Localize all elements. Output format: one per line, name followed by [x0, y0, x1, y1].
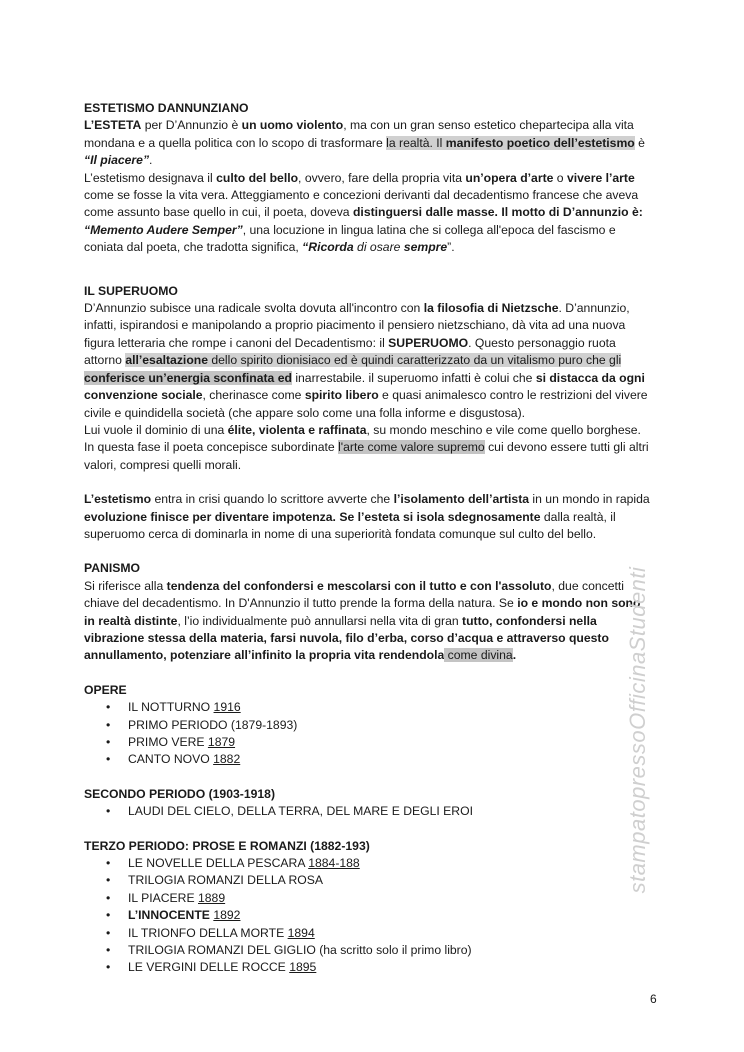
text: , ma con un gran senso estetico chepartecipa alla vita mondana e a quella politica con lo scopo di trasformare [84, 118, 634, 150]
list-item [84, 942, 654, 959]
text: D’Annunzio subisce una radicale svolta dovuta all'incontro con [84, 301, 424, 316]
text: cui devono essere tutti gli altri valori, compresi quelli morali. [84, 440, 649, 472]
text: Si riferisce alla [84, 578, 167, 593]
text-bold: l’isolamento dell’artista [393, 492, 530, 507]
text-bold: élite, violenta e raffinata [227, 422, 367, 437]
work-title: IL TRIONFO DELLA MORTE [128, 925, 288, 940]
watermark [608, 530, 668, 930]
list-item [84, 699, 654, 716]
superuomo-paragraph-2 [84, 422, 654, 474]
work-year: 1882 [213, 752, 241, 767]
document-page [84, 100, 654, 977]
text-bold: un’opera d’arte [465, 170, 554, 185]
highlighted-bold-text: conferisce un’energia sconfinata ed [84, 370, 292, 385]
secondo-periodo-list [84, 803, 654, 820]
text: è [634, 135, 645, 150]
work-title: IL NOTTURNO [128, 700, 214, 715]
text: , ovvero, fare della propria vita [298, 170, 466, 185]
text: . Questo personaggio ruota attorno [84, 335, 616, 368]
text: dalla realtà, il superuomo cerca di dominarla in nome di una superiorità fondata comunque sul culto del bello. [84, 509, 616, 541]
text-bold: L’estetismo [84, 492, 152, 507]
superuomo-paragraph-1 [84, 300, 654, 422]
text: , una locuzione in lingua latina che si collega all'epoca del fascismo e coniata dal poeta, che tradotta significa, [84, 222, 616, 255]
list-item [84, 803, 654, 820]
section-title-opere: OPERE [84, 682, 127, 697]
text: , su mondo meschino e vile come quello borghese. In questa fase il poeta concepisce subordinate [84, 422, 641, 455]
highlighted-bold-text: all’esaltazione [125, 353, 208, 368]
text-bold: io e mondo non sono in realtà distinte [84, 596, 641, 628]
watermark-text: stampatopressoOfficinaStudenti [625, 566, 650, 894]
text-italic: di osare [353, 240, 404, 255]
highlighted-text: la realtà. Il [386, 135, 446, 150]
highlighted-text: dello spirito dionisiaco ed è [207, 353, 362, 368]
list-item [84, 751, 654, 768]
text: , due concetti chiave del decadentismo. In D'Annunzio il tutto prende la forma della natura. Se [84, 578, 624, 611]
text: entra in crisi quando lo scrittore avverte che [151, 492, 394, 507]
text: . [149, 153, 153, 168]
list-item [84, 855, 654, 872]
work-year: 1892 [213, 908, 241, 923]
text-bold: un uomo violento [241, 118, 344, 133]
list-item [84, 734, 654, 751]
work-title: CANTO NOVO [128, 752, 214, 767]
list-item [84, 959, 654, 976]
text-bold: evoluzione finisce per diventare impotenza. Se l’esteta si isola sdegnosamente [84, 509, 541, 524]
work-year: 1894 [287, 925, 315, 940]
text-bold: tutto, confondersi nella vibrazione stessa della materia, farsi nuvola, filo d’erba, corso d’acqua e attraverso questo annullamento, potenziare all’infinito la propria vita rendendola [84, 613, 609, 663]
work-title: LAUDI DEL CIELO, DELLA TERRA, DEL MARE E DEGLI EROI [128, 804, 473, 819]
work-year: 1916 [213, 700, 241, 715]
list-item [84, 925, 654, 942]
text: come se fosse la vita vera. Atteggiamento e concezioni derivanti dal decadentismo francese che aveva come assunto base quello in cui, il poeta, doveva [84, 188, 639, 220]
section-title-secondo-periodo: SECONDO PERIODO (1903-1918) [84, 786, 276, 801]
highlighted-bold-text: manifesto poetico dell’estetismo [445, 135, 635, 150]
panismo-paragraph-1 [84, 578, 654, 665]
work-title: PRIMO VERE [128, 735, 208, 749]
text: , cherinasce come [202, 388, 305, 403]
page-number: 6 [650, 992, 657, 1006]
text-bold: la filosofia di Nietzsche [423, 301, 559, 316]
text: per D’Annunzio è [141, 118, 242, 133]
estetismo-paragraph-1 [84, 117, 654, 169]
text-bold: spirito libero [304, 388, 379, 403]
text: ”. [447, 240, 455, 255]
list-item [84, 872, 654, 889]
text-bold: culto del bello [216, 170, 299, 185]
list-item [84, 717, 654, 734]
text-bold-italic: sempre [403, 240, 448, 255]
section-title-estetismo: ESTETISMO DANNUNZIANO [84, 101, 249, 115]
text: o [553, 170, 567, 185]
work-title: IL PIACERE [128, 890, 198, 905]
work-title: LE NOVELLE DELLA PESCARA [128, 856, 309, 871]
work-title: LE VERGINI DELLE ROCCE [128, 960, 290, 975]
text-bold: distinguersi dalle masse. Il motto di D’annunzio è: [352, 205, 643, 220]
text: inarrestabile. il superuomo infatti è colui che [291, 370, 536, 385]
text: , l’io individualmente può annullarsi nella vita di gran [177, 613, 463, 628]
superuomo-paragraph-3 [84, 491, 654, 543]
text: in un mondo in rapida [529, 492, 650, 507]
highlighted-text: quindi caratterizzato da un vitalismo puro che gli [361, 353, 622, 368]
list-item [84, 907, 654, 924]
work-title: PRIMO PERIODO (1879-1893) [128, 717, 298, 732]
text-bold-italic: “Ricorda [302, 240, 354, 255]
highlighted-text: l'arte come valore supremo [338, 440, 485, 455]
section-title-panismo: PANISMO [84, 561, 140, 576]
text-bold: si distacca da ogni convenzione sociale [84, 370, 645, 403]
section-title-terzo-periodo: TERZO PERIODO: PROSE E ROMANZI (1882-193) [84, 838, 370, 853]
terzo-periodo-list [84, 855, 654, 977]
text-esteta: L’ESTETA [84, 118, 142, 133]
work-year: 1895 [289, 960, 317, 975]
work-title: L’INNOCENTE [128, 908, 214, 923]
text-bold: . [512, 648, 517, 663]
work-title: TRILOGIA ROMANZI DEL GIGLIO (ha scritto solo il primo libro) [128, 943, 472, 958]
text: Lui vuole il dominio di una [84, 422, 228, 437]
work-year: 1884-188 [308, 856, 360, 871]
text-motto: “Memento Audere Semper” [84, 222, 243, 237]
text: e quasi animalesco contro le restrizioni del vivere civile e quindidella società (che appare solo come una folla informe e disgustosa). [84, 388, 648, 420]
highlighted-text: come divina [444, 648, 513, 663]
opere-list [84, 699, 654, 769]
section-title-superuomo: IL SUPERUOMO [84, 283, 178, 298]
text-il-piacere: “Il piacere” [84, 153, 150, 168]
list-item [84, 890, 654, 907]
text: . D’annunzio, infatti, ispirandosi e manipolando a proprio piacimento il pensiero nietzschiano, dà vita ad una nuova figura letteraria che rompe i canoni del Decadentismo: il [84, 301, 630, 350]
work-year: 1879 [207, 735, 236, 749]
text-bold: tendenza del confondersi e mescolarsi con il tutto e con l'assoluto [166, 578, 552, 593]
text-bold: SUPERUOMO [388, 335, 469, 350]
work-year: 1889 [198, 890, 226, 905]
text: L’estetismo designava il [84, 170, 217, 185]
estetismo-paragraph-2 [84, 170, 654, 257]
text-bold: vivere l’arte [566, 170, 635, 185]
work-title: TRILOGIA ROMANZI DELLA ROSA [128, 873, 324, 888]
